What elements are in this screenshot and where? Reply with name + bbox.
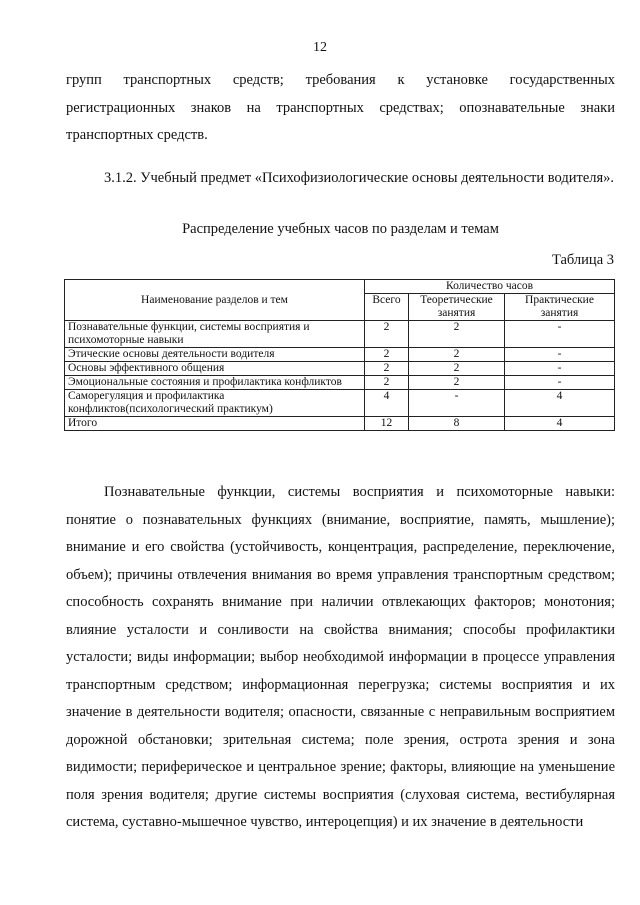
row-total-cell: 2 [365,348,409,362]
row-practice-cell: - [505,362,615,376]
page-number: 12 [313,40,327,55]
row-name-cell: Познавательные функции, системы восприятия и психомоторные навыки [65,321,365,348]
header-hours-cell: Количество часов [365,280,615,294]
table-caption: Распределение учебных часов по разделам и темам [182,221,499,237]
row-theory-cell: 2 [409,348,505,362]
table-row [65,321,615,348]
header-total-cell: Всего [365,294,409,321]
body-paragraph: Познавательные функции, системы восприятия и психомоторные навыки: понятие о познавательных функциях (внимание, восприятие, память, мышление); внимание и его свойства (устойчивость, концентрация, распределение, переключение, объем); причины отвлечения внимания во время управления транспортным средством; способность сохранять внимание при наличии отвлекающих факторов; монотония; влияние усталости и сонливости на свойства внимания; способы профилактики усталости; виды информации; выбор необходимой информации в процессе управления транспортным средством; информационная перегрузка; системы восприятия и их значение в деятельности водителя; опасности, связанные с неправильным восприятием дорожной обстановки; зрительная система; поле зрения, острота зрения и зона видимости; периферическое и центральное зрение; факторы, влияющие на уменьшение поля зрения водителя; другие системы восприятия (слуховая система, вестибулярная система, суставно-мышечное чувство, интероцепция) и их значение в деятельности [66,484,615,830]
row-theory-cell: - [409,390,505,417]
row-practice-cell: - [505,376,615,390]
header-name-cell: Наименование разделов и тем [65,280,365,321]
row-practice-cell: - [505,348,615,362]
row-total-cell: 12 [365,417,409,431]
table-label: Таблица 3 [551,252,614,268]
intro-paragraph: групп транспортных средств; требования к установке государственных регистрационных знаков на транспортных средствах; опознавательные знаки транспортных средств. [66,72,615,143]
row-theory-cell: 8 [409,417,505,431]
table-header-row [65,280,615,294]
row-theory-cell: 2 [409,362,505,376]
row-name-cell: Этические основы деятельности водителя [65,348,365,362]
header-theory-cell: Теоретические занятия [409,294,505,321]
table-row [65,348,615,362]
hours-table [64,279,615,431]
table-total-row [65,417,615,431]
row-name-cell: Итого [65,417,365,431]
header-practice-cell: Практические занятия [505,294,615,321]
row-total-cell: 2 [365,321,409,348]
table-row [65,376,615,390]
row-name-cell: Саморегуляция и профилактика конфликтов(психологический практикум) [65,390,365,417]
row-practice-cell: 4 [505,417,615,431]
row-total-cell: 2 [365,362,409,376]
row-name-cell: Основы эффективного общения [65,362,365,376]
row-total-cell: 4 [365,390,409,417]
section-heading-paragraph: 3.1.2. Учебный предмет «Психофизиологические основы деятельности водителя». [104,170,615,186]
table-row [65,390,615,417]
row-practice-cell: 4 [505,390,615,417]
row-theory-cell: 2 [409,321,505,348]
row-practice-cell: - [505,321,615,348]
table-row [65,362,615,376]
row-theory-cell: 2 [409,376,505,390]
row-total-cell: 2 [365,376,409,390]
row-name-cell: Эмоциональные состояния и профилактика конфликтов [65,376,365,390]
